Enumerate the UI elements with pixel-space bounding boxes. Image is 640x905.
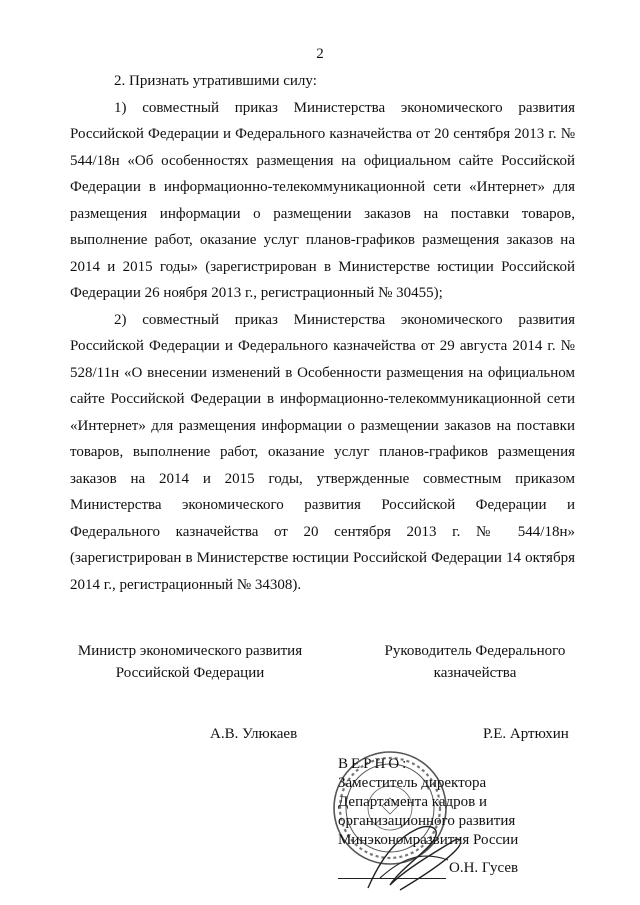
certification-block bbox=[338, 755, 578, 850]
paragraph-item-2: 2. Признать утратившими силу: bbox=[114, 73, 317, 89]
certification-name: О.Н. Гусев bbox=[449, 860, 519, 876]
certification-line-3: организационного развития bbox=[338, 813, 516, 829]
signatory-right-name: Р.Е. Артюхин bbox=[483, 726, 569, 742]
document-body bbox=[70, 68, 575, 598]
signatory-left-title bbox=[70, 640, 310, 684]
signatory-left-title-line2: Российской Федерации bbox=[115, 665, 265, 681]
signature-line bbox=[338, 878, 446, 879]
signatory-right-title-line2: казначейства bbox=[433, 665, 517, 681]
paragraph-subitem-2: 2) совместный приказ Министерства экономического развития Российской Федерации и Федерального казначейства от 29 августа 2014 г. № 528/11н «О внесении изменений в Особенности размещения на официальном сайте Российской Федерации в информационно-телекоммуникационной сети «Интернет» для размещения информации о размещении заказов на поставки товаров, выполнение работ, оказание услуг планов-графиков размещения заказов на 2014 и 2015 годы, утвержденные совместным приказом Министерства экономического развития Российской Федерации и Федерального казначейства от 20 сентября 2013 г. № 544/18н» (зарегистрирован в Министерстве юстиции Российской Федерации 14 октября 2014 г., регистрационный № 34308). bbox=[70, 311, 575, 593]
certification-line-2: Департамента кадров и bbox=[338, 794, 487, 810]
certification-verno: ВЕРНО: bbox=[338, 756, 410, 772]
signatory-left-name: А.В. Улюкаев bbox=[210, 726, 298, 742]
signatory-left-title-line1: Министр экономического развития bbox=[77, 643, 303, 659]
signatory-right-title bbox=[370, 640, 580, 684]
certification-line-1: Заместитель директора bbox=[338, 775, 487, 791]
paragraph-subitem-1: 1) совместный приказ Министерства экономического развития Российской Федерации и Федерального казначейства от 20 сентября 2013 г. № 544/18н «Об особенностях размещения на официальном сайте Российской Федерации в информационно-телекоммуникационной сети «Интернет» для размещения информации о размещении заказов на поставки товаров, выполнение работ, оказание услуг планов-графиков размещения заказов на 2014 и 2015 годы» (зарегистрирован в Министерстве юстиции Российской Федерации 26 ноября 2013 г., регистрационный № 30455); bbox=[70, 99, 575, 301]
page-number: 2 bbox=[316, 46, 324, 62]
signatory-right-title-line1: Руководитель Федерального bbox=[384, 643, 566, 659]
certification-line-4: Минэкономразвития России bbox=[338, 832, 519, 848]
